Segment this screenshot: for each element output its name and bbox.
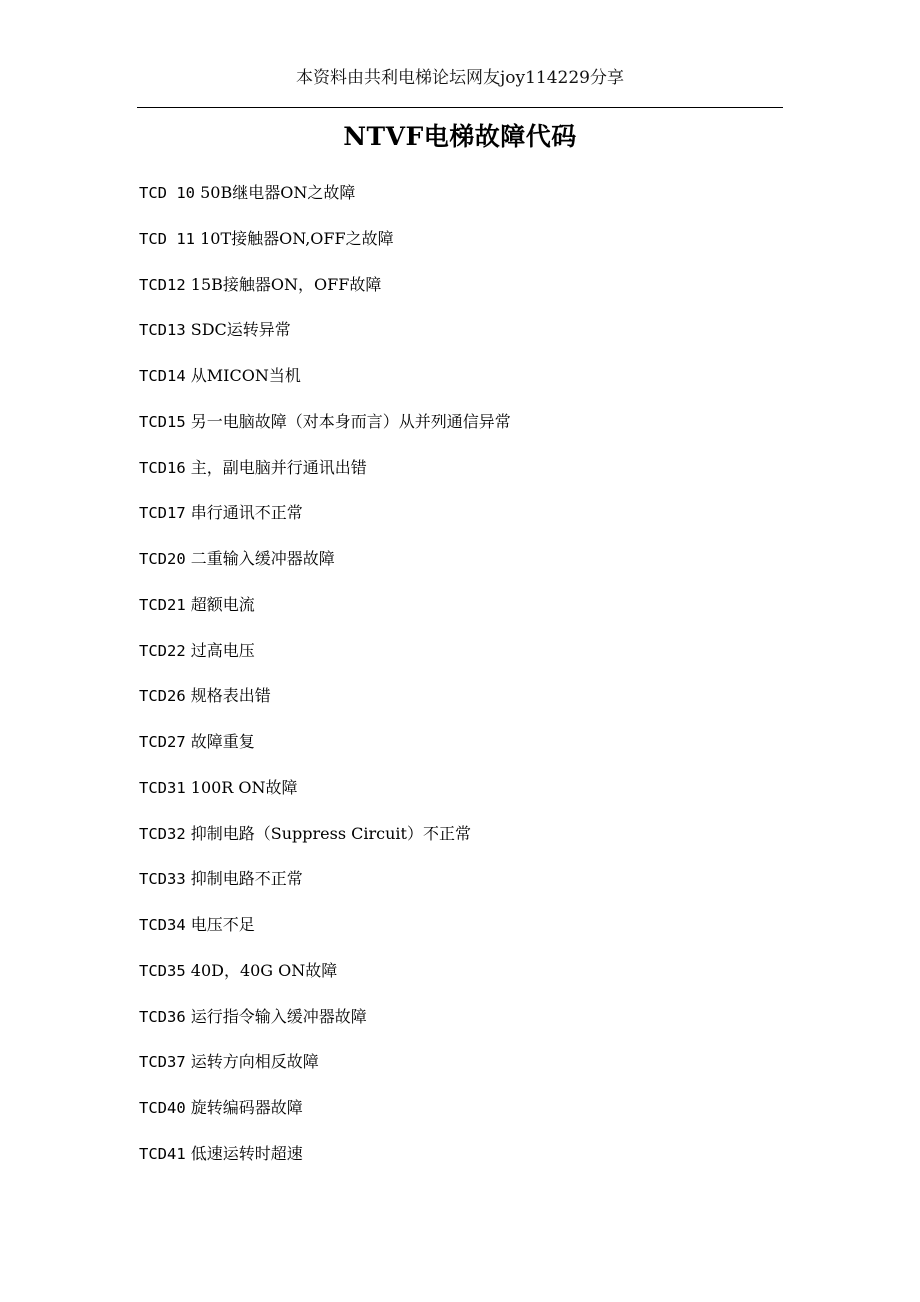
fault-code: TCD22 — [139, 641, 186, 660]
fault-description: 运转方向相反故障 — [185, 1052, 319, 1072]
fault-code: TCD17 — [139, 504, 186, 523]
list-item — [139, 684, 511, 730]
page-header: 本资料由共利电梯论坛网友joy114229分享 — [295, 68, 624, 88]
fault-description: 另一电脑故障（对本身而言）从并列通信异常 — [185, 411, 511, 431]
fault-description: 运行指令输入缓冲器故障 — [185, 1006, 367, 1026]
fault-code: TCD37 — [139, 1053, 186, 1072]
list-item — [139, 1005, 511, 1051]
fault-description: 主，副电脑并行通讯出错 — [185, 457, 367, 477]
list-item — [139, 959, 511, 1005]
list-item — [139, 867, 511, 913]
fault-description: 50B继电器ON之故障 — [195, 183, 356, 202]
fault-description: 低速运转时超速 — [185, 1143, 303, 1163]
fault-description: 故障重复 — [185, 732, 255, 751]
fault-description: 二重输入缓冲器故障 — [185, 549, 335, 568]
fault-code: TCD41 — [139, 1144, 186, 1163]
fault-code: TCD 11 — [139, 229, 195, 248]
fault-code: TCD12 — [139, 275, 186, 294]
list-item — [139, 639, 511, 685]
fault-code: TCD31 — [139, 778, 186, 797]
fault-description: 40D，40G ON故障 — [185, 960, 338, 980]
fault-code: TCD20 — [139, 550, 186, 568]
fault-code: TCD15 — [139, 412, 186, 431]
list-item — [139, 822, 511, 868]
list-item — [139, 456, 511, 502]
header-divider — [137, 107, 783, 108]
list-item — [139, 364, 511, 410]
list-item — [139, 227, 511, 273]
fault-description: 串行通讯不正常 — [185, 503, 303, 523]
fault-code: TCD40 — [139, 1099, 186, 1117]
fault-description: 旋转编码器故障 — [185, 1098, 303, 1117]
fault-description: 抑制电路（Suppress Circuit）不正常 — [185, 823, 471, 843]
list-item — [139, 318, 511, 364]
document-title: NTVF电梯故障代码 — [343, 122, 577, 151]
fault-code: TCD27 — [139, 733, 186, 751]
fault-description: 10T接触器ON,OFF之故障 — [195, 228, 394, 248]
fault-code: TCD35 — [139, 961, 186, 980]
fault-code: TCD21 — [139, 595, 186, 614]
fault-code: TCD33 — [139, 870, 186, 889]
fault-description: 15B接触器ON，OFF故障 — [185, 274, 382, 294]
fault-description: 从MICON当机 — [185, 366, 301, 385]
fault-description: 电压不足 — [185, 915, 255, 934]
fault-description: 过高电压 — [185, 640, 255, 660]
fault-code: TCD34 — [139, 916, 186, 934]
fault-code: TCD13 — [139, 321, 186, 340]
list-item — [139, 547, 511, 593]
list-item — [139, 1096, 511, 1142]
fault-code: TCD26 — [139, 687, 186, 706]
fault-description: 100R ON故障 — [185, 777, 298, 797]
list-item — [139, 776, 511, 822]
list-item — [139, 593, 511, 639]
fault-code: TCD32 — [139, 824, 186, 843]
list-item — [139, 730, 511, 776]
list-item — [139, 273, 511, 319]
list-item — [139, 501, 511, 547]
fault-code: TCD16 — [139, 458, 186, 477]
fault-code-list — [139, 181, 511, 1188]
fault-code: TCD 10 — [139, 184, 195, 202]
fault-description: 超额电流 — [185, 594, 255, 614]
list-item — [139, 1142, 511, 1188]
fault-description: SDC运转异常 — [185, 320, 291, 340]
list-item — [139, 913, 511, 959]
fault-description: 规格表出错 — [185, 686, 271, 706]
fault-description: 抑制电路不正常 — [185, 869, 303, 889]
list-item — [139, 410, 511, 456]
fault-code: TCD36 — [139, 1007, 186, 1026]
list-item — [139, 1050, 511, 1096]
list-item — [139, 181, 511, 227]
fault-code: TCD14 — [139, 367, 186, 385]
